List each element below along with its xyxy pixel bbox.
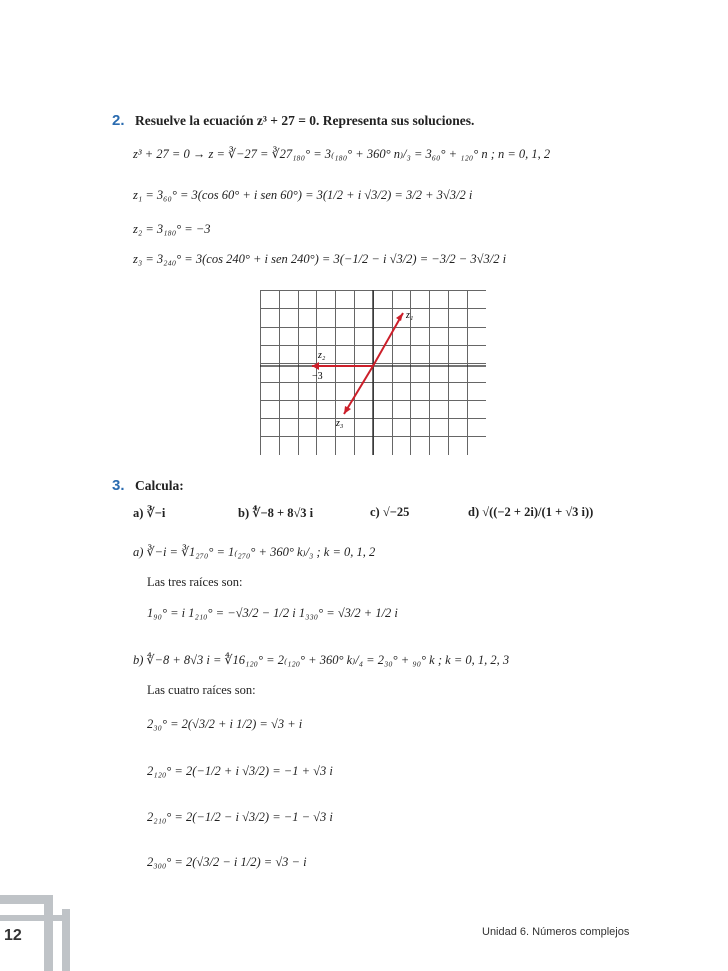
item-b: b) ∜−8 + 8√3 i [238, 506, 314, 520]
arrowhead-z1 [396, 313, 403, 321]
solution-b-root-3: 2₂₁₀° = 2(−1/2 − i √3/2) = −1 − √3 i [147, 810, 333, 824]
complex-plane-graph [260, 290, 486, 455]
equation-z3: z₃ = 3₂₄₀° = 3(cos 240° + i sen 240°) = 3(−1/2 − i √3/2) = −3/2 − 3√3/2 i [133, 252, 507, 266]
page-number: 12 [4, 927, 22, 944]
exercise-3-header [112, 477, 125, 495]
equation-z1: z₁ = 3₆₀° = 3(cos 60° + i sen 60°) = 3(1/2 + i √3/2) = 3/2 + 3√3/2 i [133, 188, 473, 202]
label-z1: z₁ [406, 310, 414, 321]
exercise-3-statement: Calcula: [135, 478, 184, 493]
equation-z2: z₂ = 3₁₈₀° = −3 [133, 222, 211, 236]
exercise-number: 3. [112, 477, 125, 494]
solution-a-intro: Las tres raíces son: [147, 575, 243, 589]
solution-a-roots: 1₉₀° = i 1₂₁₀° = −√3/2 − 1/2 i 1₃₃₀° = √3/2 + 1/2 i [147, 606, 398, 620]
solution-b-line: b) ∜−8 + 8√3 i = ∜16₁₂₀° = 2₍₁₂₀° + 360° k₎/₄ = 2₃₀° + ₉₀° k ; k = 0, 1, 2, 3 [133, 653, 510, 667]
complex-plane-svg [260, 290, 486, 455]
exercise-2-statement: Resuelve la ecuación z³ + 27 = 0. Representa sus soluciones. [135, 113, 475, 128]
exercise-number: 2. [112, 112, 125, 129]
equation-line-1: z³ + 27 = 0 → z = ∛−27 = ∛27₁₈₀° = 3₍₁₈₀° + 360° n₎/₃ = 3₆₀° + ₁₂₀° n ; n = 0, 1, 2 [133, 147, 551, 161]
item-c: c) √−25 [370, 505, 410, 519]
label-z2: z₂ [318, 350, 326, 361]
item-d: d) √((−2 + 2i)/(1 + √3 i)) [468, 505, 594, 519]
label-z3: z₃ [336, 418, 344, 429]
footer-unit-title: Unidad 6. Números complejos [482, 926, 630, 938]
solution-b-root-1: 2₃₀° = 2(√3/2 + i 1/2) = √3 + i [147, 717, 303, 731]
exercise-2-header [112, 112, 125, 130]
solution-b-root-2: 2₁₂₀° = 2(−1/2 + i √3/2) = −1 + √3 i [147, 764, 333, 778]
vector-z3 [344, 366, 373, 414]
vector-z1 [373, 313, 403, 366]
item-a: a) ∛−i [133, 506, 166, 520]
solution-b-intro: Las cuatro raíces son: [147, 683, 256, 697]
solution-b-root-4: 2₃₀₀° = 2(√3/2 − i 1/2) = √3 − i [147, 855, 307, 869]
label-minus-3: −3 [312, 371, 323, 382]
solution-a-line: a) ∛−i = ∛1₂₇₀° = 1₍₂₇₀° + 360° k₎/₃ ; k = 0, 1, 2 [133, 545, 376, 559]
